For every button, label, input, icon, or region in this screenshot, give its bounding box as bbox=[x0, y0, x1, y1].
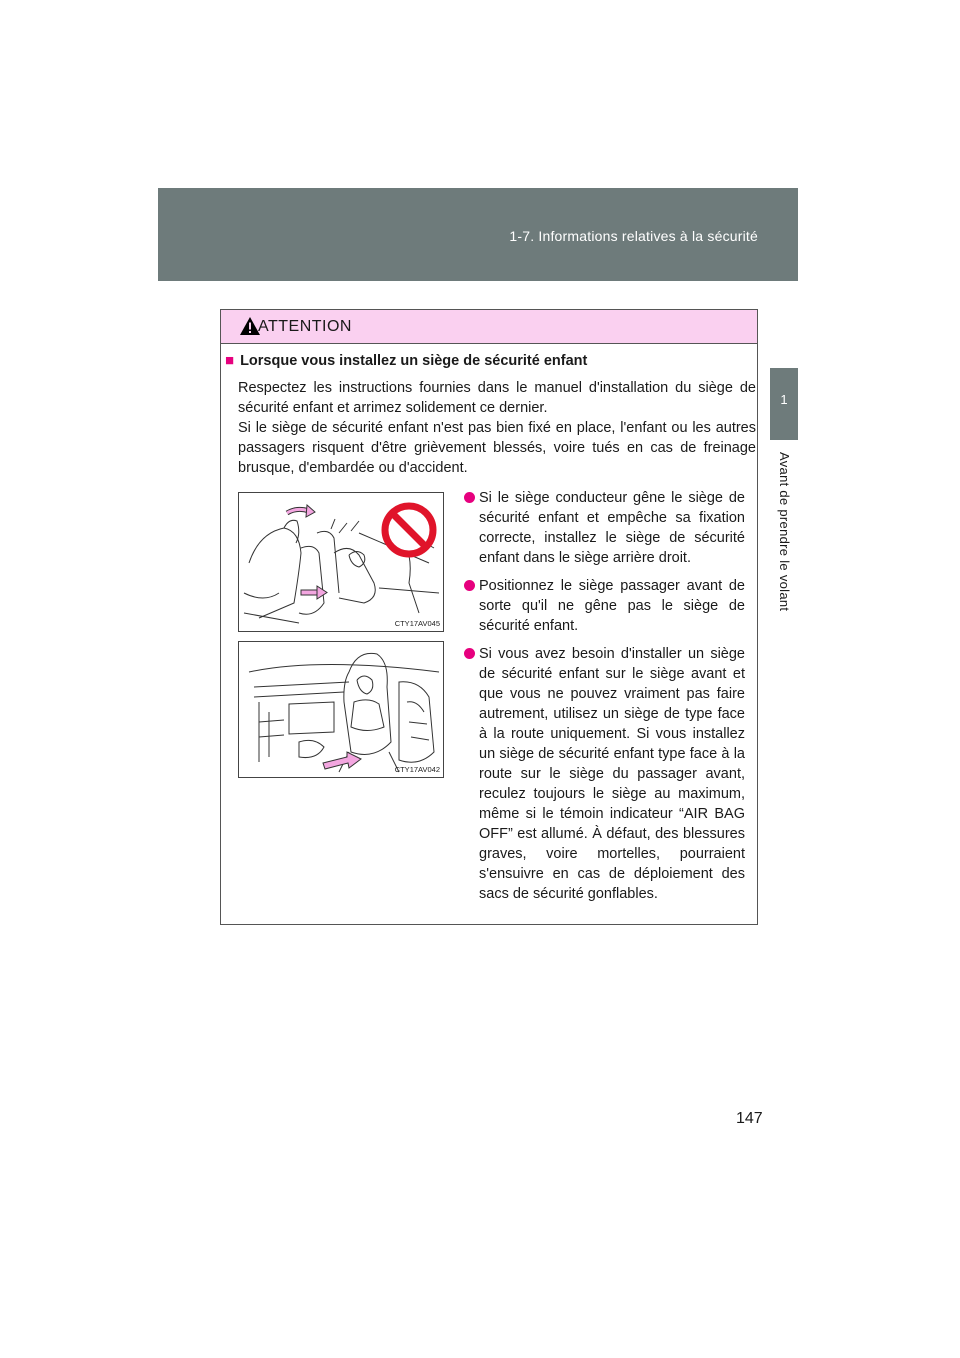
figure-caption: CTY17AV045 bbox=[394, 619, 440, 628]
bullet-dot-icon bbox=[464, 648, 475, 659]
square-bullet-icon: ■ bbox=[225, 352, 235, 369]
prohibition-icon bbox=[385, 506, 433, 554]
list-item-text: Si vous avez besoin d'installer un siège de sécurité enfant sur le siège avant et que vous ne pouvez vraiment pas faire autrement, utilisez un siège de type face à la route uniquement. Si vous installez un siège de sécurité enfant type face à la route sur le siège du passager avant, reculez toujours le siège au maximum, même si le témoin indicateur “AIR BAG OFF” est allumé. À défaut, des blessures graves, voire mortelles, pourraient s'ensuivre en cas de déploiement des sacs de sécurité gonflables. bbox=[479, 646, 745, 902]
bullet-dot-icon bbox=[464, 580, 475, 591]
chapter-label: Avant de prendre le volant bbox=[777, 452, 792, 612]
list-item bbox=[464, 576, 745, 636]
illustration-front-child-seat bbox=[238, 641, 444, 778]
section-title: 1-7. Informations relatives à la sécurité bbox=[509, 228, 758, 244]
illustration-rear-child-seat bbox=[238, 492, 444, 632]
chapter-number: 1 bbox=[780, 392, 788, 407]
arrow-icon bbox=[287, 505, 315, 517]
section-header-band bbox=[158, 188, 798, 281]
intro-paragraph: Si le siège de sécurité enfant n'est pas bien fixé en place, l'enfant ou les autres passagers risquent d'être grièvement blessés, voire tués en cas de freinage brusque, d'embardée ou d'accident. bbox=[238, 420, 756, 476]
intro-text bbox=[238, 378, 756, 478]
list-item bbox=[464, 644, 745, 904]
section-heading-text: Lorsque vous installez un siège de sécurité enfant bbox=[240, 353, 588, 369]
warning-title: ATTENTION bbox=[258, 318, 352, 335]
car-interior-illustration bbox=[239, 642, 443, 777]
bullet-dot-icon bbox=[464, 492, 475, 503]
list-item bbox=[464, 488, 745, 568]
warning-header bbox=[221, 310, 757, 344]
chapter-tab bbox=[770, 368, 798, 440]
figure-caption: CTY17AV042 bbox=[394, 765, 440, 774]
section-heading bbox=[225, 352, 587, 369]
bullet-list bbox=[464, 488, 745, 912]
car-interior-illustration bbox=[239, 493, 443, 631]
list-item-text: Si le siège conducteur gêne le siège de sécurité enfant et empêche sa fixation correcte, installez le siège de sécurité enfant dans le siège arrière droit. bbox=[479, 490, 745, 566]
warning-box bbox=[220, 309, 758, 925]
page-number: 147 bbox=[736, 1110, 763, 1127]
list-item-text: Positionnez le siège passager avant de sorte qu'il ne gêne pas le siège de sécurité enfant. bbox=[479, 578, 745, 634]
intro-paragraph: Respectez les instructions fournies dans le manuel d'installation du siège de sécurité enfant et arrimez solidement ce dernier. bbox=[238, 380, 756, 416]
